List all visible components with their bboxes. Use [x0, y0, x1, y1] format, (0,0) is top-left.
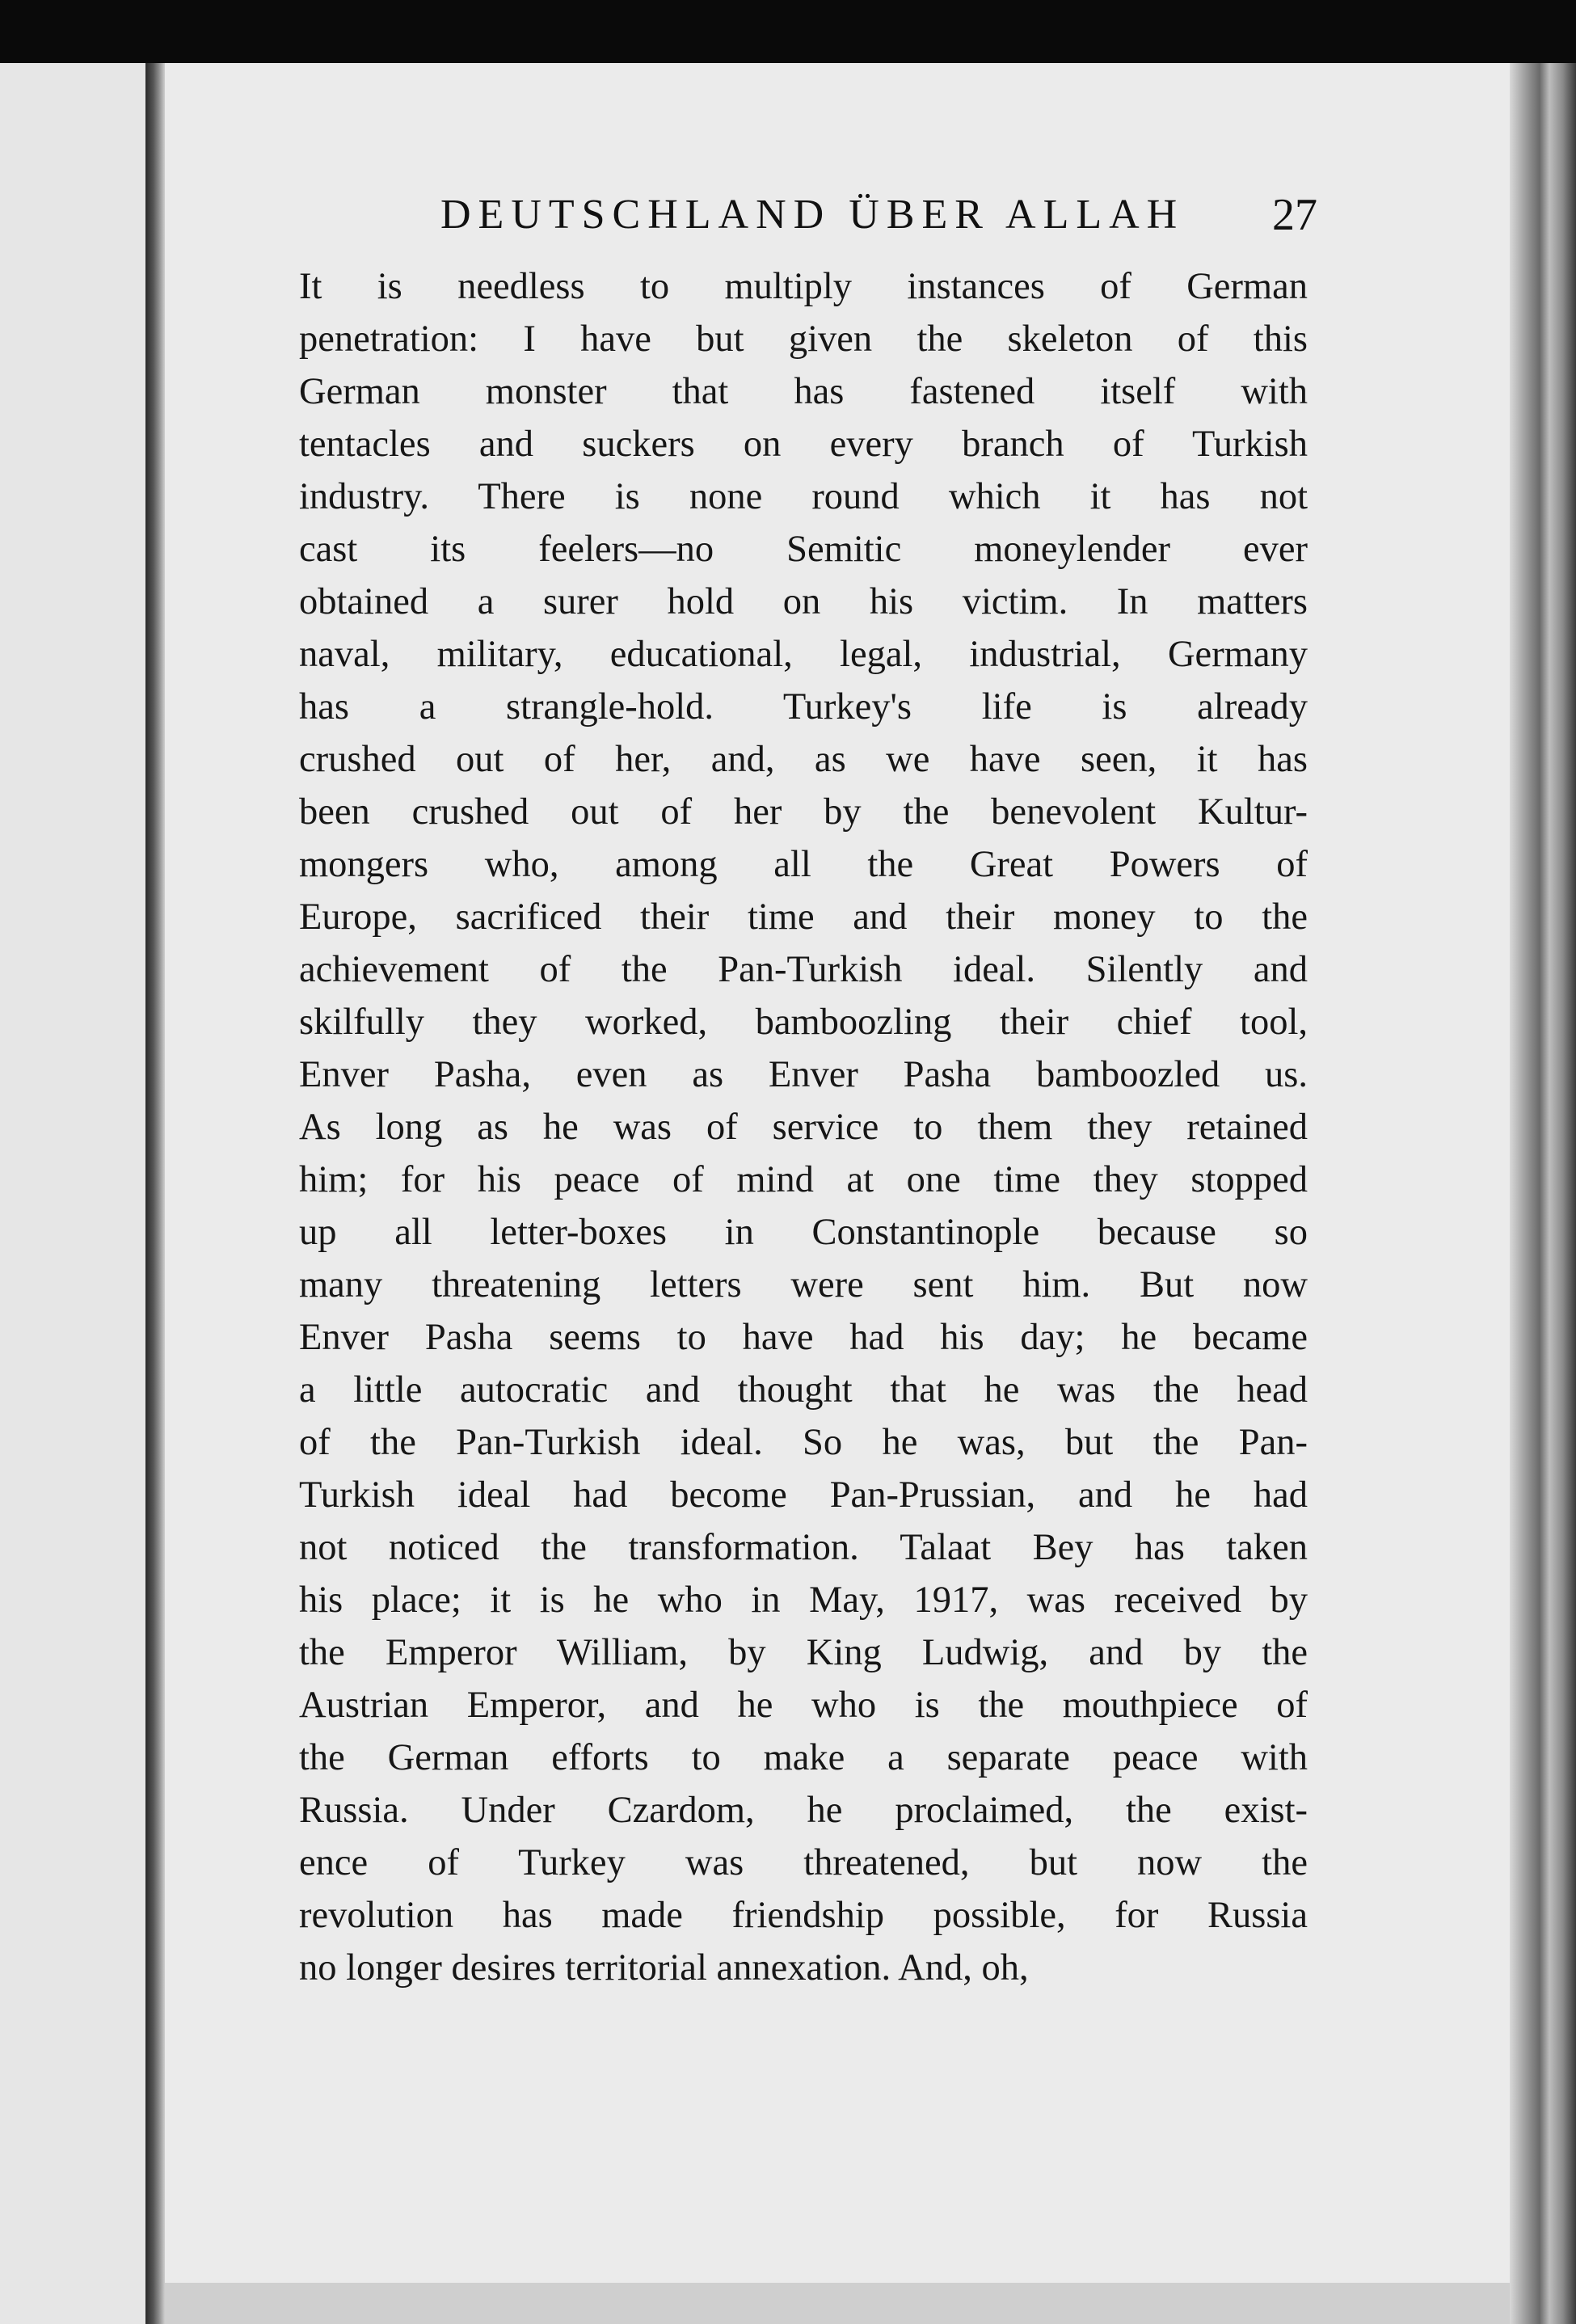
text-line: ence of Turkey was threatened, but now the — [299, 1842, 1308, 1883]
scan-border-top — [0, 0, 1576, 63]
text-line: up all letter-boxes in Constantinople because so — [299, 1212, 1308, 1253]
text-line: As long as he was of service to them they retained — [299, 1107, 1308, 1148]
text-line: mongers who, among all the Great Powers of — [299, 844, 1308, 885]
book-gutter — [145, 63, 165, 2324]
text-line: his place; it is he who in May, 1917, was received by — [299, 1580, 1308, 1621]
text-line: It is needless to multiply instances of German — [299, 266, 1308, 307]
text-line: Austrian Emperor, and he who is the mouthpiece of — [299, 1685, 1308, 1726]
text-line: Russia. Under Czardom, he proclaimed, the exist- — [299, 1790, 1308, 1831]
text-line: Turkish ideal had become Pan-Prussian, and he had — [299, 1474, 1308, 1516]
scan-border-bottom — [165, 2283, 1510, 2324]
text-line: has a strangle-hold. Turkey's life is already — [299, 686, 1308, 728]
text-line: achievement of the Pan-Turkish ideal. Silently and — [299, 949, 1308, 990]
page-edge-right — [1510, 63, 1576, 2324]
text-line: obtained a surer hold on his victim. In matters — [299, 581, 1308, 622]
text-line: the Emperor William, by King Ludwig, and by the — [299, 1632, 1308, 1673]
text-line: Enver Pasha, even as Enver Pasha bamboozled us. — [299, 1054, 1308, 1095]
text-line: naval, military, educational, legal, industrial, Germany — [299, 634, 1308, 675]
text-line: of the Pan-Turkish ideal. So he was, but the Pan- — [299, 1422, 1308, 1463]
body-paragraph — [299, 260, 1308, 1994]
text-line: the German efforts to make a separate peace with — [299, 1737, 1308, 1778]
running-head: DEUTSCHLAND ÜBER ALLAH — [440, 192, 1185, 238]
text-line: tentacles and suckers on every branch of Turkish — [299, 424, 1308, 465]
page-number: 27 — [1272, 190, 1317, 240]
text-line: cast its feelers—no Semitic moneylender ever — [299, 529, 1308, 570]
text-line: crushed out of her, and, as we have seen, it has — [299, 739, 1308, 780]
text-line: revolution has made friendship possible, for Russia — [299, 1895, 1308, 1936]
text-line: Europe, sacrificed their time and their money to the — [299, 896, 1308, 938]
text-line: industry. There is none round which it has not — [299, 476, 1308, 517]
text-line: penetration: I have but given the skeleton of this — [299, 318, 1308, 360]
text-line: Enver Pasha seems to have had his day; he became — [299, 1317, 1308, 1358]
text-line: German monster that has fastened itself with — [299, 371, 1308, 412]
text-line: been crushed out of her by the benevolent Kultur- — [299, 791, 1308, 833]
page-header — [299, 186, 1317, 251]
facing-page-edge — [0, 63, 145, 2324]
text-line: skilfully they worked, bamboozling their chief tool, — [299, 1002, 1308, 1043]
text-line: no longer desires territorial annexation. And, oh, — [299, 1947, 1029, 1989]
text-line: a little autocratic and thought that he was the head — [299, 1369, 1308, 1411]
text-line: not noticed the transformation. Talaat Bey has taken — [299, 1527, 1308, 1568]
text-line: many threatening letters were sent him. But now — [299, 1264, 1308, 1305]
text-line: him; for his peace of mind at one time they stopped — [299, 1159, 1308, 1200]
